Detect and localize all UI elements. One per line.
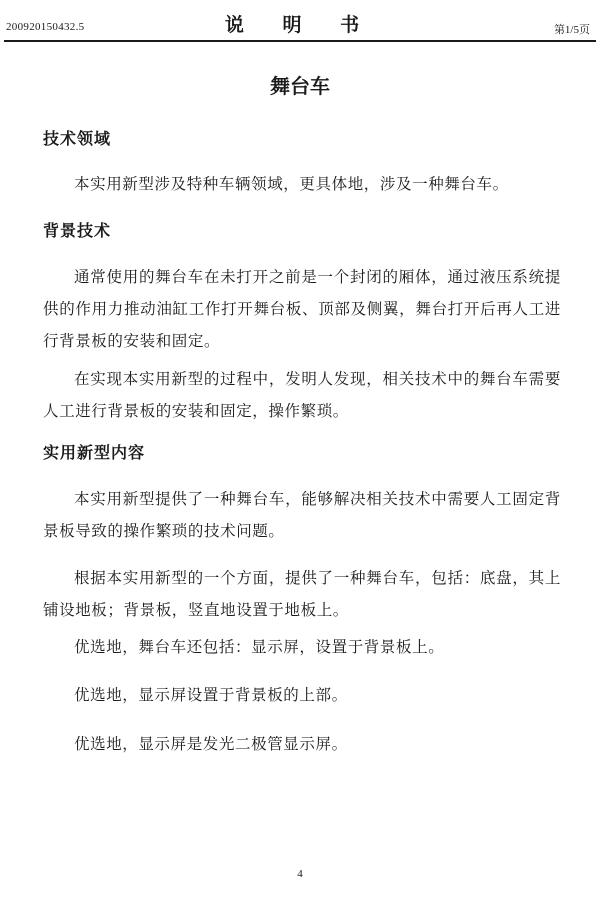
section-heading-content: 实用新型内容 [43,443,146,462]
paragraph: 本实用新型提供了一种舞台车，能够解决相关技术中需要人工固定背景板导致的操作繁琐的技术问题。 [43,490,561,540]
section-heading-tech-field: 技术领域 [43,129,112,148]
paragraph: 通常使用的舞台车在未打开之前是一个封闭的厢体，通过液压系统提供的作用力推动油缸工作打开舞台板、顶部及侧翼，舞台打开后再人工进行背景板的安装和固定。 [43,268,561,350]
page-number: 4 [297,868,303,880]
header-divider [4,40,596,42]
page-indicator: 第1/5页 [553,24,590,36]
document-number: 200920150432.5 [6,21,85,33]
section-heading-background: 背景技术 [43,221,112,240]
paragraph: 优选地，显示屏设置于背景板的上部。 [74,686,348,704]
page-title: 舞台车 [270,74,330,98]
paragraph: 在实现本实用新型的过程中，发明人发现，相关技术中的舞台车需要人工进行背景板的安装和固定，操作繁琐。 [43,370,561,420]
document-type-title: 说 明 书 [224,14,376,36]
paragraph: 根据本实用新型的一个方面，提供了一种舞台车，包括：底盘，其上铺设地板；背景板，竖直地设置于地板上。 [43,569,561,619]
paragraph: 本实用新型涉及特种车辆领域，更具体地，涉及一种舞台车。 [74,175,509,193]
paragraph: 优选地，显示屏是发光二极管显示屏。 [74,735,348,753]
paragraph: 优选地，舞台车还包括：显示屏，设置于背景板上。 [74,638,445,656]
